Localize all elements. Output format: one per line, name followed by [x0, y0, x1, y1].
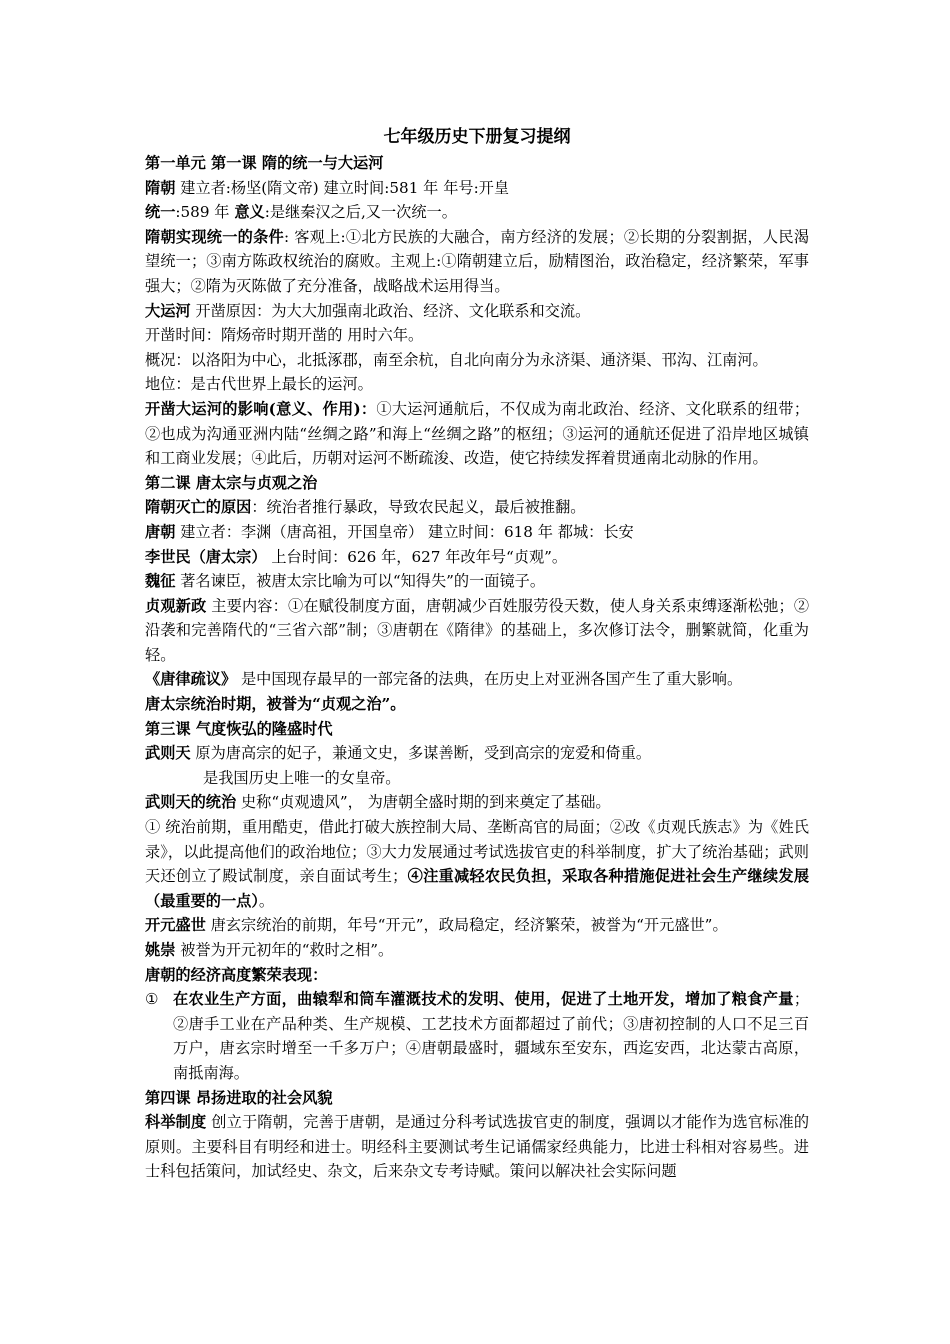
text-run: 被誉为开元初年的“救时之相”。 — [175, 941, 394, 959]
paragraph — [145, 200, 809, 225]
bold-text: 在农业生产方面，曲辕犁和筒车灌溉技术的发明、使用，促进了土地开发，增加了粮食产量 — [173, 990, 794, 1009]
paragraph — [145, 545, 809, 570]
bold-text: 开元盛世 — [145, 916, 206, 935]
text-run: 著名谏臣，被唐太宗比喻为可以“知得失”的一面镜子。 — [175, 572, 546, 591]
paragraph — [145, 299, 809, 324]
document-page — [145, 124, 809, 1184]
paragraph — [145, 151, 809, 176]
bold-text: 科举制度 — [145, 1113, 207, 1132]
text-run: : 客观上:①北方民族的大融合，南方经济的发展；②长期的分裂割据，人民渴望统一；③南方陈政权统治的腐败。主观上:①隋朝建立后，励精图治，政治稳定，经济繁荣，军事强大；②隋为灭陈做了充分准备，战略战术运用得当。 — [145, 227, 810, 295]
bold-text: 唐太宗统治时期，被誉为“贞观之治”。 — [145, 695, 406, 714]
paragraph — [145, 471, 809, 496]
list-number: ① — [145, 990, 159, 1009]
bold-text: 魏征 — [145, 572, 176, 591]
paragraph — [145, 594, 809, 668]
bold-text: 第四课 昂扬进取的社会风貌 — [145, 1088, 333, 1107]
text-run: 原为唐高宗的妃子，兼通文史，多谋善断，受到高宗的宠爱和倚重。 — [190, 744, 652, 763]
paragraph — [145, 348, 809, 373]
bold-text: 隋朝灭亡的原因 — [145, 498, 252, 517]
text-run: ① 统治前期，重用酷吏，借此打破大族控制大局、垄断高官的局面；②改《贞观氏族志》为《姓氏录》，以此提高他们的政治地位；③大力发展通过考试选拔官吏的科举制度，扩大了统治基础；武则天还创立了殿试制度，亲自面试考生； — [145, 818, 809, 886]
bold-text: 第三课 气度恢弘的隆盛时代 — [145, 719, 333, 738]
text-run: 地位：是古代世界上最长的运河。 — [145, 375, 373, 394]
document-title: 七年级历史下册复习提纲 — [383, 127, 571, 147]
paragraph — [145, 495, 809, 520]
text-run: 。 — [258, 891, 275, 910]
bold-text: 隋朝实现统一的条件 — [145, 227, 285, 246]
bold-text: 统一 — [145, 203, 176, 222]
text-run: 是我国历史上唯一的女皇帝。 — [203, 768, 401, 787]
paragraph — [145, 667, 809, 692]
bold-text: 大运河 — [145, 301, 191, 320]
bold-text: 武则天 — [145, 744, 191, 763]
bold-text: 隋朝 — [145, 178, 176, 197]
paragraph — [145, 520, 809, 545]
text-run: 概况：以洛阳为中心，北抵涿郡，南至余杭，自北向南分为永济渠、通济渠、邗沟、江南河。 — [145, 350, 768, 369]
paragraph — [145, 815, 809, 913]
text-run: 是中国现存最早的一部完备的法典，在历史上对亚洲各国产生了重大影响。 — [236, 670, 743, 689]
text-run: 建立者：李渊（唐高祖，开国皇帝） 建立时间：618 年 都城：长安 — [175, 522, 634, 541]
paragraph — [145, 766, 809, 791]
text-run: 创立于隋朝，完善于唐朝，是通过分科考试选拔官吏的制度，强调以才能作为选官标准的原则。主要科目有明经和进士。明经科主要测试考生记诵儒家经典能力，比进士科相对容易些。进士科包括策问，加试经史、杂文，后来杂文专考诗赋。策问以解决社会实际问题 — [145, 1113, 810, 1181]
text-run: 建立者:杨坚(隋文帝) 建立时间:581 年 年号:开皇 — [175, 178, 510, 197]
bold-text: 唐朝 — [145, 522, 176, 541]
text-run: 主要内容：①在赋役制度方面，唐朝减少百姓服劳役天数，使人身关系束缚逐渐松弛；②沿袭和完善隋代的“三省六部”制；③唐朝在《隋律》的基础上，多次修订法令，删繁就简，化重为轻。 — [145, 596, 810, 664]
bold-text: 开凿大运河的影响(意义、作用)： — [145, 399, 377, 418]
paragraph — [145, 987, 809, 1085]
paragraph — [145, 717, 809, 742]
text-run: 上台时间：626 年，627 年改年号“贞观”。 — [266, 547, 568, 566]
list-item-body — [173, 987, 809, 1085]
bold-text: 《唐律疏议》 — [145, 670, 237, 689]
paragraph — [145, 176, 809, 201]
bold-text: 姚崇 — [145, 941, 176, 959]
paragraph — [145, 397, 809, 471]
bold-text: 武则天的统治 — [145, 793, 237, 812]
paragraph — [145, 790, 809, 815]
bold-text: 第一单元 第一课 隋的统一与大运河 — [145, 154, 384, 172]
bold-text: ④注重减轻农民负担，采取各种措施促进社会生产继续发展（最重要的一点） — [145, 867, 810, 910]
text-run: ：统治者推行暴政，导致农民起义，最后被推翻。 — [251, 498, 586, 517]
text-run: :是继秦汉之后,又一次统一。 — [264, 203, 457, 222]
bold-text: 唐朝的经济高度繁荣表现： — [145, 965, 328, 984]
paragraph — [145, 372, 809, 397]
text-run: 史称“贞观遗风”， 为唐朝全盛时期的到来奠定了基础。 — [236, 793, 611, 812]
text-run: ；②唐手工业在产品种类、生产规模、工艺技术方面都超过了前代；③唐初控制的人口不足三百万户，唐玄宗时增至一千多万户；④唐朝最盛时，疆域东至安东，西迄安西，北达蒙古高原，南抵南海。 — [173, 990, 809, 1082]
text-run: 开凿时间：隋炀帝时期开凿的 用时六年。 — [145, 326, 424, 345]
paragraph — [145, 692, 809, 717]
paragraph — [145, 225, 809, 299]
bold-text: 李世民（唐太宗） — [145, 547, 267, 566]
bold-text: 第二课 唐太宗与贞观之治 — [145, 473, 318, 492]
text-run: 开凿原因：为大大加强南北政治、经济、文化联系和交流。 — [190, 301, 591, 320]
paragraph — [145, 741, 809, 766]
text-run: 唐玄宗统治的前期，年号“开元”，政局稳定，经济繁荣，被誉为“开元盛世”。 — [205, 916, 728, 935]
paragraph — [145, 1086, 809, 1111]
paragraph — [145, 913, 809, 938]
bold-text: 意义 — [234, 203, 265, 222]
paragraph — [145, 963, 809, 988]
text-run: :589 年 — [175, 203, 235, 222]
text-run: ①大运河通航后，不仅成为南北政治、经济、文化联系的纽带；②也成为沟通亚洲内陆“丝绸之路”和海上“丝绸之路”的枢纽；③运河的通航还促进了沿岸地区城镇和工商业发展；④此后，历朝对运河不断疏浚、改造，使它持续发挥着贯通南北动脉的作用。 — [145, 399, 810, 468]
paragraph — [145, 323, 809, 348]
paragraph — [145, 569, 809, 594]
bold-text: 贞观新政 — [145, 596, 207, 615]
document-body — [145, 151, 809, 1184]
paragraph — [145, 938, 809, 963]
paragraph — [145, 1110, 809, 1184]
